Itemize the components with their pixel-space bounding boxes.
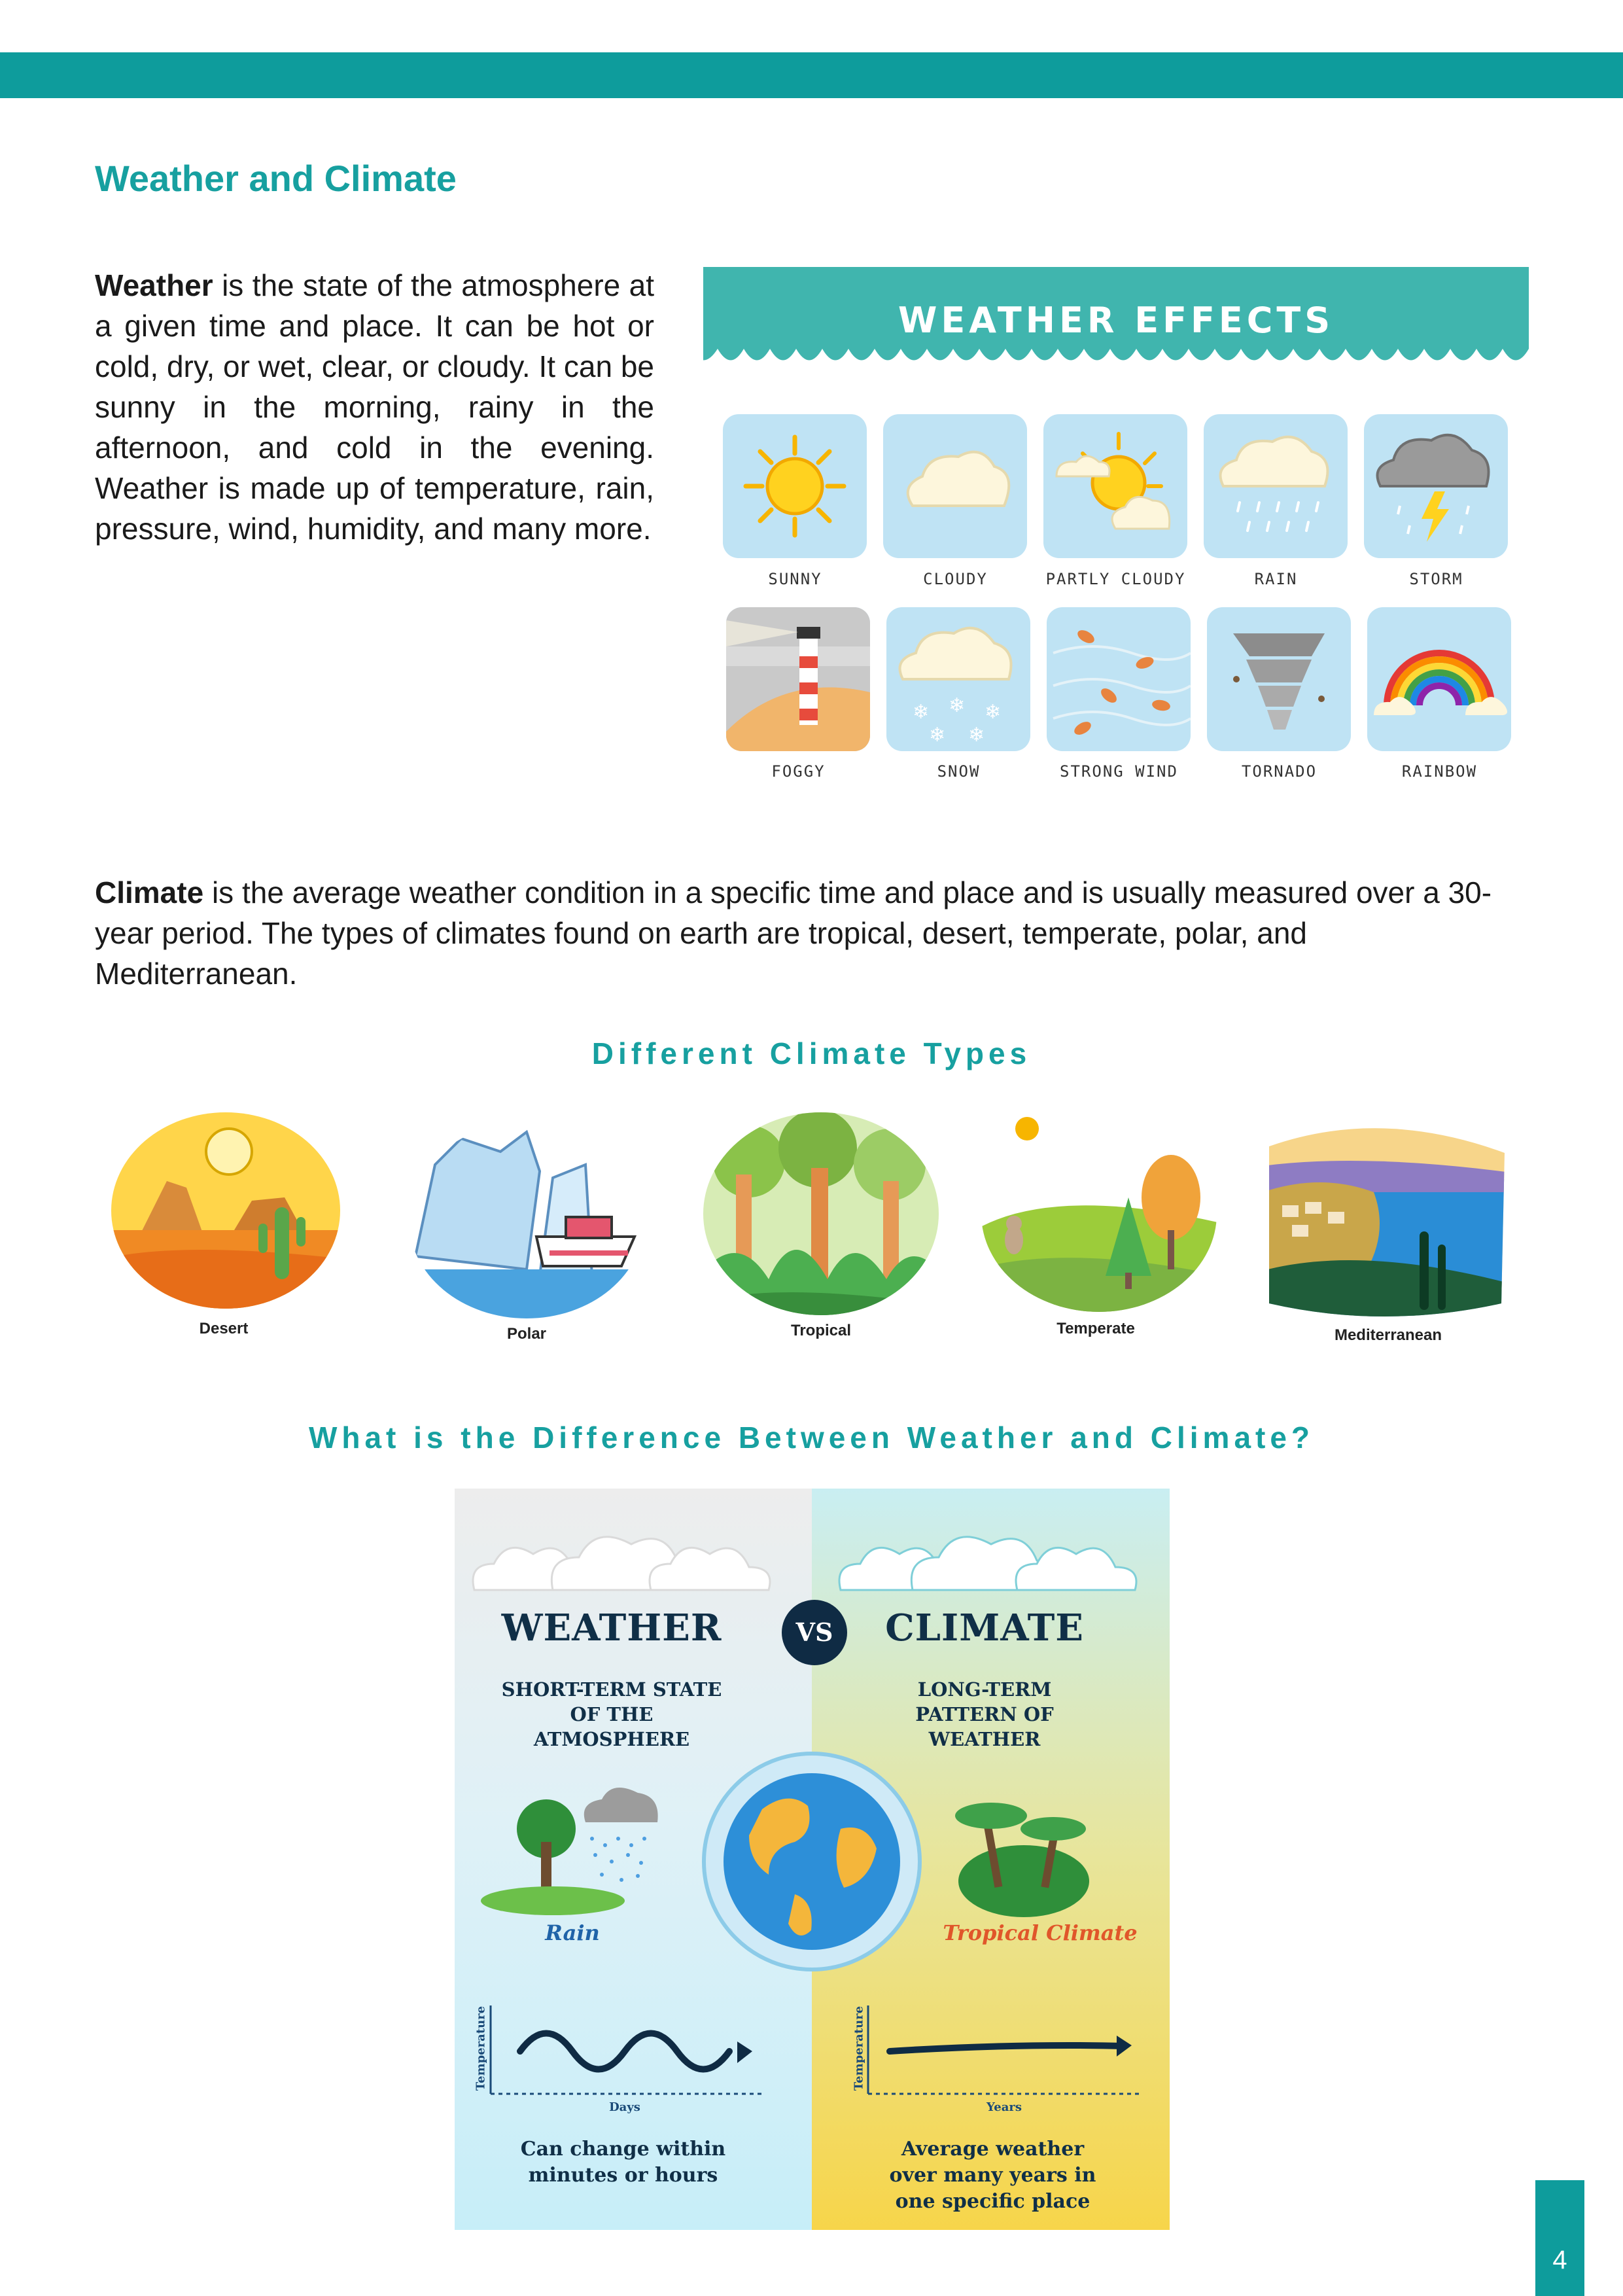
sun-icon [723,414,867,558]
climate-definition [95,872,1508,994]
temperate-illustration [975,1106,1223,1322]
mediterranean-illustration [1263,1120,1511,1336]
top-accent-bar [0,52,1623,98]
page-number: 4 [1552,2246,1567,2274]
svg-text:❄: ❄ [949,694,966,717]
polar-illustration [402,1112,651,1328]
weather-definition-text: is the state of the atmosphere at a given time and place. It can be hot or cold, dry, or wet, clear, or cloudy. It can be sunny in the morning, rainy in the afternoon, and cold in the evening. Weather is made up of temperature, rain, pressure, wind, humidity, and many more. [95,268,654,546]
effect-label: SUNNY [768,570,822,588]
climate-subtitle: LONG-TERM PATTERN OF WEATHER [915,1678,1054,1750]
climate-label: Temperate [1056,1320,1135,1337]
climate-title: CLIMATE [885,1606,1084,1650]
climate-label: Polar [506,1325,547,1343]
effect-label: STRONG WIND [1060,762,1178,781]
effect-label: TORNADO [1241,762,1318,781]
tropical-illustration [697,1109,945,1325]
partly-cloudy-icon [1043,414,1187,558]
weather-footnote: Can change within minutes or hours [520,2138,726,2187]
svg-text:❄: ❄ [913,701,930,724]
rainbow-icon [1367,607,1511,751]
weather-title: WEATHER [501,1606,722,1650]
snow-icon [886,607,1030,751]
climate-y-axis-label: Temperature [852,2005,866,2091]
effect-label: RAIN [1254,570,1298,588]
effect-label: RAINBOW [1401,762,1478,781]
difference-heading: What is the Difference Between Weather and Climate? [308,1421,1315,1455]
climate-term: Climate [95,875,204,910]
weather-term: Weather [95,268,213,302]
cloud-icon [883,414,1027,558]
climate-label: Mediterranean [1334,1326,1442,1344]
weather-y-axis-label: Temperature [474,2005,488,2091]
climate-label: Desert [199,1320,249,1337]
effect-label: FOGGY [771,762,826,781]
effect-label: PARTLY CLOUDY [1045,570,1186,588]
weather-definition [95,265,654,549]
climate-x-axis-label: Years [986,2100,1022,2114]
weather-effects-title: WEATHER EFFECTS [898,300,1335,341]
vs-badge: VS [782,1600,847,1665]
effect-label: SNOW [937,762,981,781]
weather-subtitle: SHORT-TERM STATE OF THE ATMOSPHERE [501,1678,722,1750]
page-number-tab [1535,2180,1584,2296]
wind-icon [1047,607,1191,751]
climate-caption: Tropical Climate [943,1920,1138,1945]
storm-icon [1364,414,1508,558]
fog-lighthouse-icon [726,607,870,751]
desert-illustration [101,1109,350,1325]
rain-icon [1204,414,1348,558]
climate-footnote: Average weather over many years in one specific place [889,2138,1096,2213]
weather-vs-climate-infographic [455,1489,1170,2230]
section-heading: Weather and Climate [95,158,457,199]
tornado-icon [1207,607,1351,751]
effect-label: STORM [1409,570,1463,588]
svg-text:❄: ❄ [929,724,946,747]
weather-effects-chart [703,267,1531,797]
climate-definition-text: is the average weather condition in a specific time and place and is usually measured over a 30-year period. The types of climates found on earth are tropical, desert, temperate, polar, and Mediterranean. [95,875,1492,991]
svg-text:❄: ❄ [985,701,1002,724]
climate-label: Tropical [790,1322,852,1339]
svg-text:❄: ❄ [968,724,985,747]
weather-x-axis-label: Days [609,2100,640,2114]
effect-label: CLOUDY [923,570,988,588]
climate-types-heading: Different Climate Types [591,1036,1032,1070]
weather-caption: Rain [545,1920,600,1945]
